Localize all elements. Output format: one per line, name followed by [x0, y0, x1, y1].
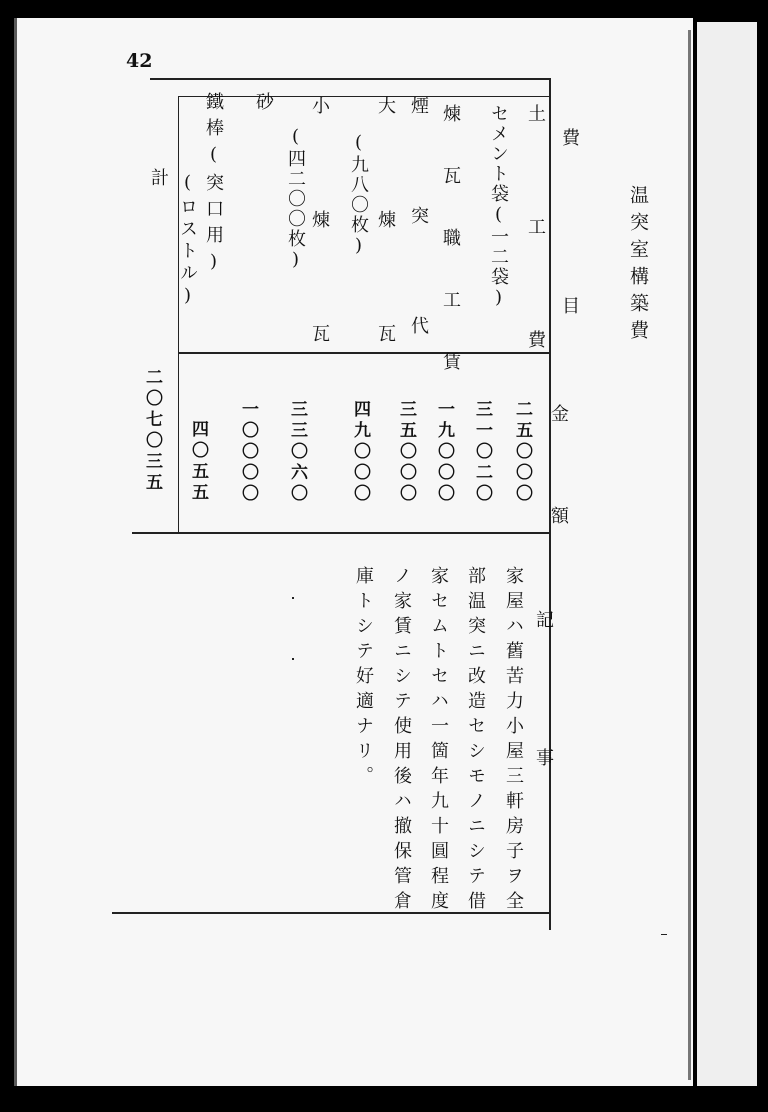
row-item: 煉瓦職工賃	[440, 104, 461, 414]
facing-page-edge	[697, 22, 757, 1086]
amount-remark-divider	[132, 532, 550, 534]
header-amount-col	[545, 404, 571, 608]
total-label: 計	[148, 168, 169, 186]
row-item: 鐵棒(突口用)	[203, 92, 224, 280]
item-amount-divider	[178, 352, 550, 354]
scan-speck	[661, 934, 667, 935]
row-item-sub: (ロストル)	[177, 172, 198, 310]
row-item: 砂	[253, 92, 274, 110]
remark-line: 庫トシテ好適ナリ。	[353, 566, 374, 791]
page-number: 42	[126, 50, 153, 72]
row-item: 小煉瓦	[309, 96, 330, 438]
row-item-sub: (九八〇枚)	[348, 132, 369, 258]
header-remark-col	[530, 610, 556, 886]
header-rule	[178, 96, 550, 97]
total-column-rule	[178, 96, 179, 532]
row-item: 土工費	[525, 104, 546, 443]
row-amount: 二五〇〇〇	[512, 400, 532, 505]
remark-line: ノ家賃ニシテ使用後ハ撤保管倉	[391, 566, 412, 916]
row-item: 大煉瓦	[375, 96, 396, 438]
row-amount: 四〇五五	[188, 420, 208, 504]
row-item-sub: (四二〇〇枚)	[285, 126, 306, 272]
remark-line: 家セムトセハ一箇年九十圓程度	[428, 566, 449, 916]
header-item: 費目	[559, 128, 580, 464]
row-amount: 一九〇〇〇	[434, 400, 454, 505]
header-amount: 金額	[548, 404, 569, 608]
scan-speck	[292, 658, 294, 660]
total-amount: 二〇七〇三五	[142, 368, 162, 494]
remark-line: 部温突ニ改造セシモノニシテ借	[465, 566, 486, 916]
page-gutter	[688, 30, 691, 1080]
table-top-rule	[150, 78, 550, 80]
section-title: 温突室構築費	[627, 185, 649, 347]
scan-speck	[292, 597, 294, 599]
row-item: セメント袋(一二袋)	[488, 104, 509, 310]
row-amount: 三五〇〇〇	[396, 400, 416, 505]
header-remark: 記事	[533, 610, 554, 886]
row-amount: 三一〇二〇	[472, 400, 492, 505]
row-amount: 三三〇六〇	[287, 400, 307, 505]
row-item: 煙突代	[408, 96, 429, 426]
remark-line: 家屋ハ舊苦力小屋三軒房子ヲ全	[503, 566, 524, 916]
row-amount: 一〇〇〇〇	[238, 400, 258, 505]
row-amount: 四九〇〇〇	[350, 400, 370, 505]
